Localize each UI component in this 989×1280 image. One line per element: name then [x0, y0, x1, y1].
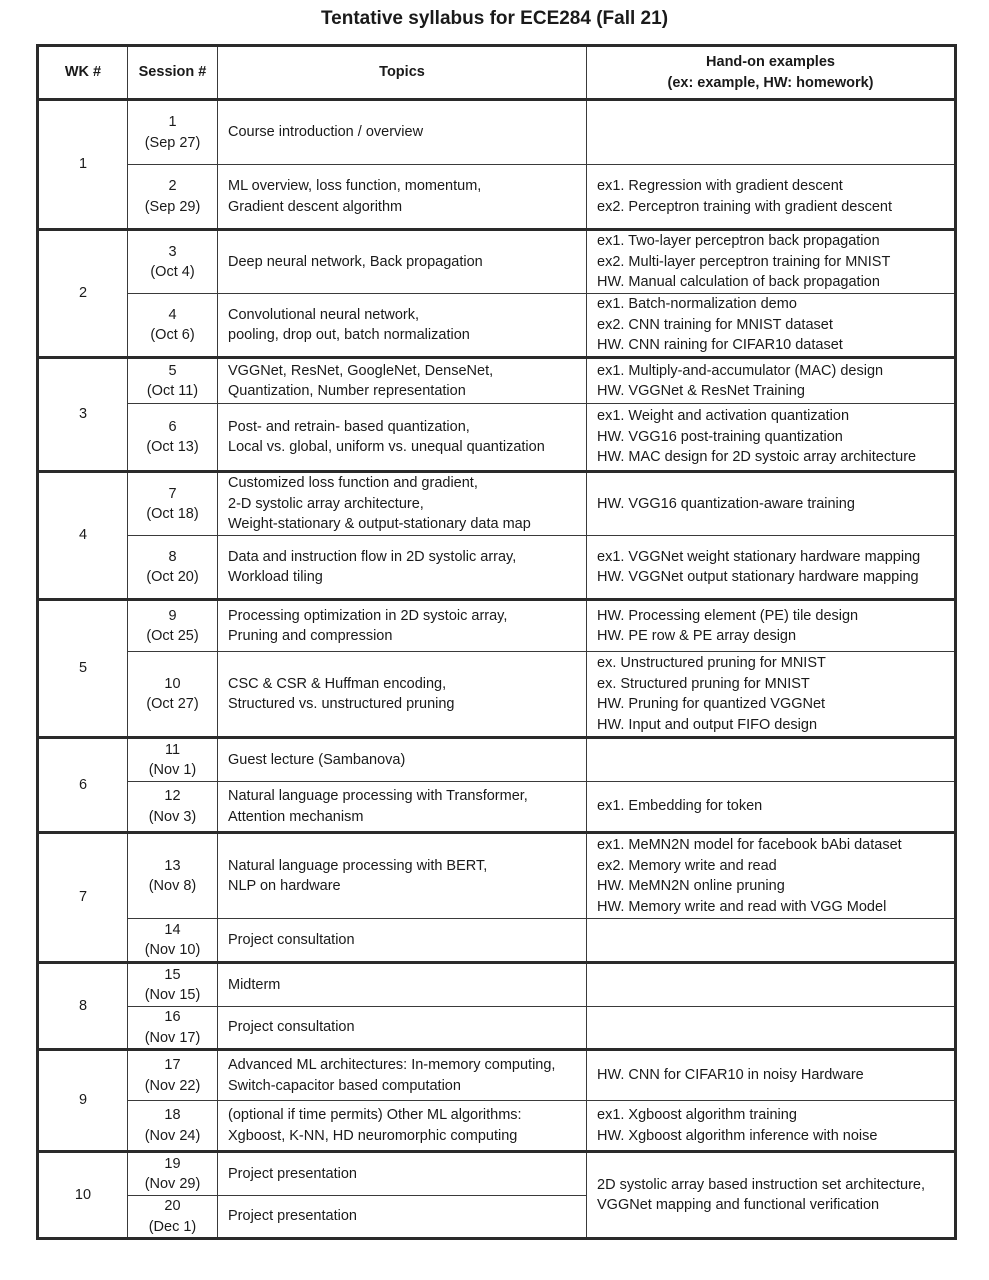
session-row	[38, 358, 956, 404]
topic-line: 2-D systolic array architecture,	[228, 495, 424, 512]
session-date: (Nov 3)	[148, 808, 197, 825]
example-line: HW. Manual calculation of back propagation	[597, 274, 880, 291]
page-title: Tentative syllabus for ECE284 (Fall 21)	[320, 8, 669, 29]
topic-line: NLP on hardware	[228, 878, 341, 894]
topic-line: Xgboost, K-NN, HD neuromorphic computing	[228, 1127, 518, 1144]
example-line: HW. Processing element (PE) tile design	[597, 607, 859, 624]
session-row	[38, 1152, 956, 1196]
topic-line: Customized loss function and gradient,	[228, 475, 478, 492]
week-number: 9	[38, 1050, 128, 1152]
example-line: HW. VGG16 post-training quantization	[597, 428, 843, 445]
topics-cell	[218, 833, 587, 919]
topic-line: Advanced ML architectures: In-memory computing,	[228, 1057, 556, 1073]
session-row	[38, 1101, 956, 1152]
examples-cell	[587, 919, 956, 963]
session-number: 17	[164, 1057, 181, 1073]
topics-cell	[218, 294, 587, 358]
header-wk: WK #	[38, 46, 128, 100]
examples-cell	[587, 1007, 956, 1050]
topics-cell	[218, 738, 587, 782]
example-line: HW. Input and output FIFO design	[597, 716, 818, 733]
example-line: 2D systolic array based instruction set architecture,	[597, 1176, 925, 1193]
example-line: ex1. Batch-normalization demo	[597, 296, 797, 313]
examples-cell	[587, 165, 956, 230]
examples-cell	[587, 404, 956, 472]
topics-cell	[218, 963, 587, 1007]
examples-cell	[587, 536, 956, 600]
example-line: ex1. VGGNet weight stationary hardware mapping	[597, 548, 921, 565]
session-row	[38, 536, 956, 600]
session-number: 16	[164, 1009, 181, 1025]
topic-line: Local vs. global, uniform vs. unequal quantization	[228, 439, 545, 455]
topic-line: Weight-stationary & output-stationary data map	[228, 516, 531, 533]
examples-cell	[587, 833, 956, 919]
topics-cell	[218, 782, 587, 833]
session-cell	[128, 1152, 218, 1196]
topic-line: Natural language processing with BERT,	[228, 857, 488, 874]
examples-cell	[587, 782, 956, 833]
session-number: 18	[164, 1107, 181, 1123]
examples-cell	[587, 1152, 956, 1239]
session-number: 13	[164, 857, 181, 874]
session-cell	[128, 536, 218, 600]
session-cell	[128, 652, 218, 738]
session-cell	[128, 919, 218, 963]
session-number: 14	[164, 921, 181, 938]
session-date: (Nov 29)	[144, 1176, 201, 1192]
session-cell	[128, 294, 218, 358]
topics-cell	[218, 1152, 587, 1196]
examples-cell	[587, 963, 956, 1007]
session-number: 12	[164, 788, 181, 804]
session-cell	[128, 738, 218, 782]
header-topics: Topics	[218, 46, 587, 100]
example-line: HW. Xgboost algorithm inference with noise	[597, 1127, 878, 1144]
topics-cell	[218, 165, 587, 230]
example-line: HW. PE row & PE array design	[597, 628, 797, 644]
week-number: 2	[38, 230, 128, 358]
topic-line: Pruning and compression	[228, 628, 393, 644]
session-row	[38, 782, 956, 833]
session-number: 10	[164, 675, 181, 692]
week-number: 7	[38, 833, 128, 963]
session-cell	[128, 833, 218, 919]
example-line: VGGNet mapping and functional verification	[597, 1197, 880, 1213]
session-cell	[128, 404, 218, 472]
topic-line: Structured vs. unstructured pruning	[228, 696, 455, 712]
topics-cell	[218, 358, 587, 404]
session-cell	[128, 963, 218, 1007]
session-date: (Sep 27)	[144, 134, 201, 151]
topics-cell	[218, 1196, 587, 1239]
week-number: 3	[38, 358, 128, 472]
header-examples-line1: Hand-on examples	[706, 54, 835, 70]
session-date: (Oct 18)	[146, 506, 199, 522]
example-line: ex1. MeMN2N model for facebook bAbi dataset	[597, 837, 902, 853]
example-line: ex1. Weight and activation quantization	[597, 408, 850, 425]
example-line: HW. CNN raining for CIFAR10 dataset	[597, 337, 843, 354]
topic-line: VGGNet, ResNet, GoogleNet, DenseNet,	[228, 362, 494, 379]
session-row	[38, 165, 956, 230]
example-line: ex1. Multiply-and-accumulator (MAC) design	[597, 362, 884, 379]
session-number: 1	[168, 114, 177, 130]
topic-line: pooling, drop out, batch normalization	[228, 327, 470, 343]
topics-cell	[218, 919, 587, 963]
session-row	[38, 294, 956, 358]
topic-line: Midterm	[228, 976, 281, 993]
examples-cell	[587, 472, 956, 536]
session-cell	[128, 472, 218, 536]
topics-cell	[218, 1050, 587, 1101]
topics-cell	[218, 652, 587, 738]
example-line: ex. Unstructured pruning for MNIST	[597, 655, 826, 671]
session-cell	[128, 600, 218, 652]
session-row	[38, 652, 956, 738]
session-number: 11	[164, 741, 181, 758]
topic-line: Quantization, Number representation	[228, 383, 466, 399]
example-line: HW. Pruning for quantized VGGNet	[597, 696, 826, 712]
example-line: HW. VGGNet output stationary hardware mapping	[597, 569, 919, 585]
topic-line: Course introduction / overview	[228, 124, 424, 141]
session-cell	[128, 165, 218, 230]
session-row	[38, 1007, 956, 1050]
week-number: 5	[38, 600, 128, 738]
topic-line: Project presentation	[228, 1165, 357, 1182]
session-number: 8	[168, 548, 177, 565]
topic-line: Switch-capacitor based computation	[228, 1077, 461, 1094]
session-date: (Oct 11)	[146, 383, 199, 399]
session-date: (Sep 29)	[144, 198, 201, 215]
example-line: ex2. Perceptron training with gradient descent	[597, 198, 893, 215]
topics-cell	[218, 404, 587, 472]
session-date: (Oct 13)	[146, 439, 199, 455]
topic-line: Project consultation	[228, 1019, 355, 1036]
session-row	[38, 738, 956, 782]
examples-cell	[587, 358, 956, 404]
session-cell	[128, 1050, 218, 1101]
topic-line: Data and instruction flow in 2D systolic array,	[228, 548, 517, 565]
week-number: 8	[38, 963, 128, 1050]
session-row	[38, 600, 956, 652]
session-number: 20	[164, 1198, 181, 1214]
session-cell	[128, 1101, 218, 1152]
session-cell	[128, 100, 218, 165]
examples-cell	[587, 1050, 956, 1101]
topic-line: Convolutional neural network,	[228, 306, 420, 323]
session-date: (Nov 8)	[148, 878, 197, 894]
topics-cell	[218, 230, 587, 294]
header-examples	[587, 46, 956, 100]
topic-line: Workload tiling	[228, 569, 323, 585]
topic-line: Deep neural network, Back propagation	[228, 253, 483, 270]
session-cell	[128, 782, 218, 833]
session-date: (Nov 1)	[148, 762, 197, 778]
topic-line: CSC & CSR & Huffman encoding,	[228, 675, 447, 692]
session-row	[38, 100, 956, 165]
topic-line: Post- and retrain- based quantization,	[228, 418, 470, 435]
examples-cell	[587, 738, 956, 782]
example-line: ex1. Regression with gradient descent	[597, 178, 843, 194]
session-date: (Oct 20)	[146, 569, 199, 585]
topics-cell	[218, 1101, 587, 1152]
topic-line: Project consultation	[228, 931, 355, 948]
example-line: HW. MAC design for 2D systoic array architecture	[597, 449, 917, 466]
examples-cell	[587, 1101, 956, 1152]
session-date: (Nov 22)	[144, 1077, 201, 1094]
week-number: 10	[38, 1152, 128, 1239]
topics-cell	[218, 100, 587, 165]
examples-cell	[587, 230, 956, 294]
session-date: (Oct 27)	[146, 696, 199, 712]
session-row	[38, 472, 956, 536]
topic-line: Attention mechanism	[228, 808, 364, 825]
session-number: 5	[168, 362, 177, 379]
session-row	[38, 833, 956, 919]
week-number: 4	[38, 472, 128, 600]
topic-line: (optional if time permits) Other ML algorithms:	[228, 1107, 522, 1123]
topic-line: Natural language processing with Transformer,	[228, 788, 528, 804]
session-cell	[128, 1196, 218, 1239]
session-number: 6	[168, 418, 177, 435]
topic-line: Project presentation	[228, 1208, 357, 1225]
example-line: ex2. Multi-layer perceptron training for MNIST	[597, 253, 891, 270]
session-number: 4	[168, 306, 177, 323]
examples-cell	[587, 652, 956, 738]
session-cell	[128, 358, 218, 404]
topic-line: Gradient descent algorithm	[228, 198, 403, 215]
topics-cell	[218, 600, 587, 652]
topics-cell	[218, 536, 587, 600]
session-date: (Nov 24)	[144, 1127, 201, 1144]
topics-cell	[218, 1007, 587, 1050]
session-date: (Oct 25)	[146, 628, 199, 644]
example-line: ex2. Memory write and read	[597, 857, 777, 874]
syllabus-table	[36, 44, 957, 1240]
example-line: ex. Structured pruning for MNIST	[597, 675, 810, 692]
session-number: 7	[168, 485, 177, 502]
session-date: (Oct 4)	[150, 264, 195, 280]
header-examples-line2: (ex: example, HW: homework)	[667, 74, 874, 91]
topic-line: ML overview, loss function, momentum,	[228, 178, 482, 194]
topics-cell	[218, 472, 587, 536]
session-number: 15	[164, 966, 181, 983]
example-line: HW. CNN for CIFAR10 in noisy Hardware	[597, 1067, 864, 1084]
session-date: (Nov 17)	[144, 1029, 201, 1046]
session-number: 3	[168, 243, 177, 260]
example-line: ex1. Two-layer perceptron back propagation	[597, 233, 880, 250]
session-number: 19	[164, 1155, 181, 1172]
session-date: (Oct 6)	[150, 327, 195, 343]
example-line: HW. MeMN2N online pruning	[597, 878, 785, 894]
session-row	[38, 230, 956, 294]
session-row	[38, 919, 956, 963]
session-number: 9	[168, 607, 177, 624]
topic-line: Guest lecture (Sambanova)	[228, 751, 406, 768]
session-number: 2	[168, 178, 177, 194]
week-number: 6	[38, 738, 128, 833]
example-line: HW. VGG16 quantization-aware training	[597, 495, 855, 512]
session-date: (Nov 10)	[144, 942, 201, 958]
session-cell	[128, 230, 218, 294]
example-line: ex2. CNN training for MNIST dataset	[597, 316, 833, 333]
examples-cell	[587, 100, 956, 165]
example-line: HW. VGGNet & ResNet Training	[597, 383, 805, 399]
week-number: 1	[38, 100, 128, 230]
session-date: (Dec 1)	[148, 1218, 197, 1235]
example-line: ex1. Embedding for token	[597, 798, 763, 815]
example-line: HW. Memory write and read with VGG Model	[597, 898, 887, 915]
examples-cell	[587, 294, 956, 358]
session-cell	[128, 1007, 218, 1050]
header-row	[38, 46, 956, 100]
session-row	[38, 963, 956, 1007]
examples-cell	[587, 600, 956, 652]
session-row	[38, 1050, 956, 1101]
session-date: (Nov 15)	[144, 987, 201, 1003]
session-row	[38, 404, 956, 472]
example-line: ex1. Xgboost algorithm training	[597, 1107, 797, 1123]
header-session: Session #	[128, 46, 218, 100]
topic-line: Processing optimization in 2D systoic array,	[228, 607, 508, 624]
